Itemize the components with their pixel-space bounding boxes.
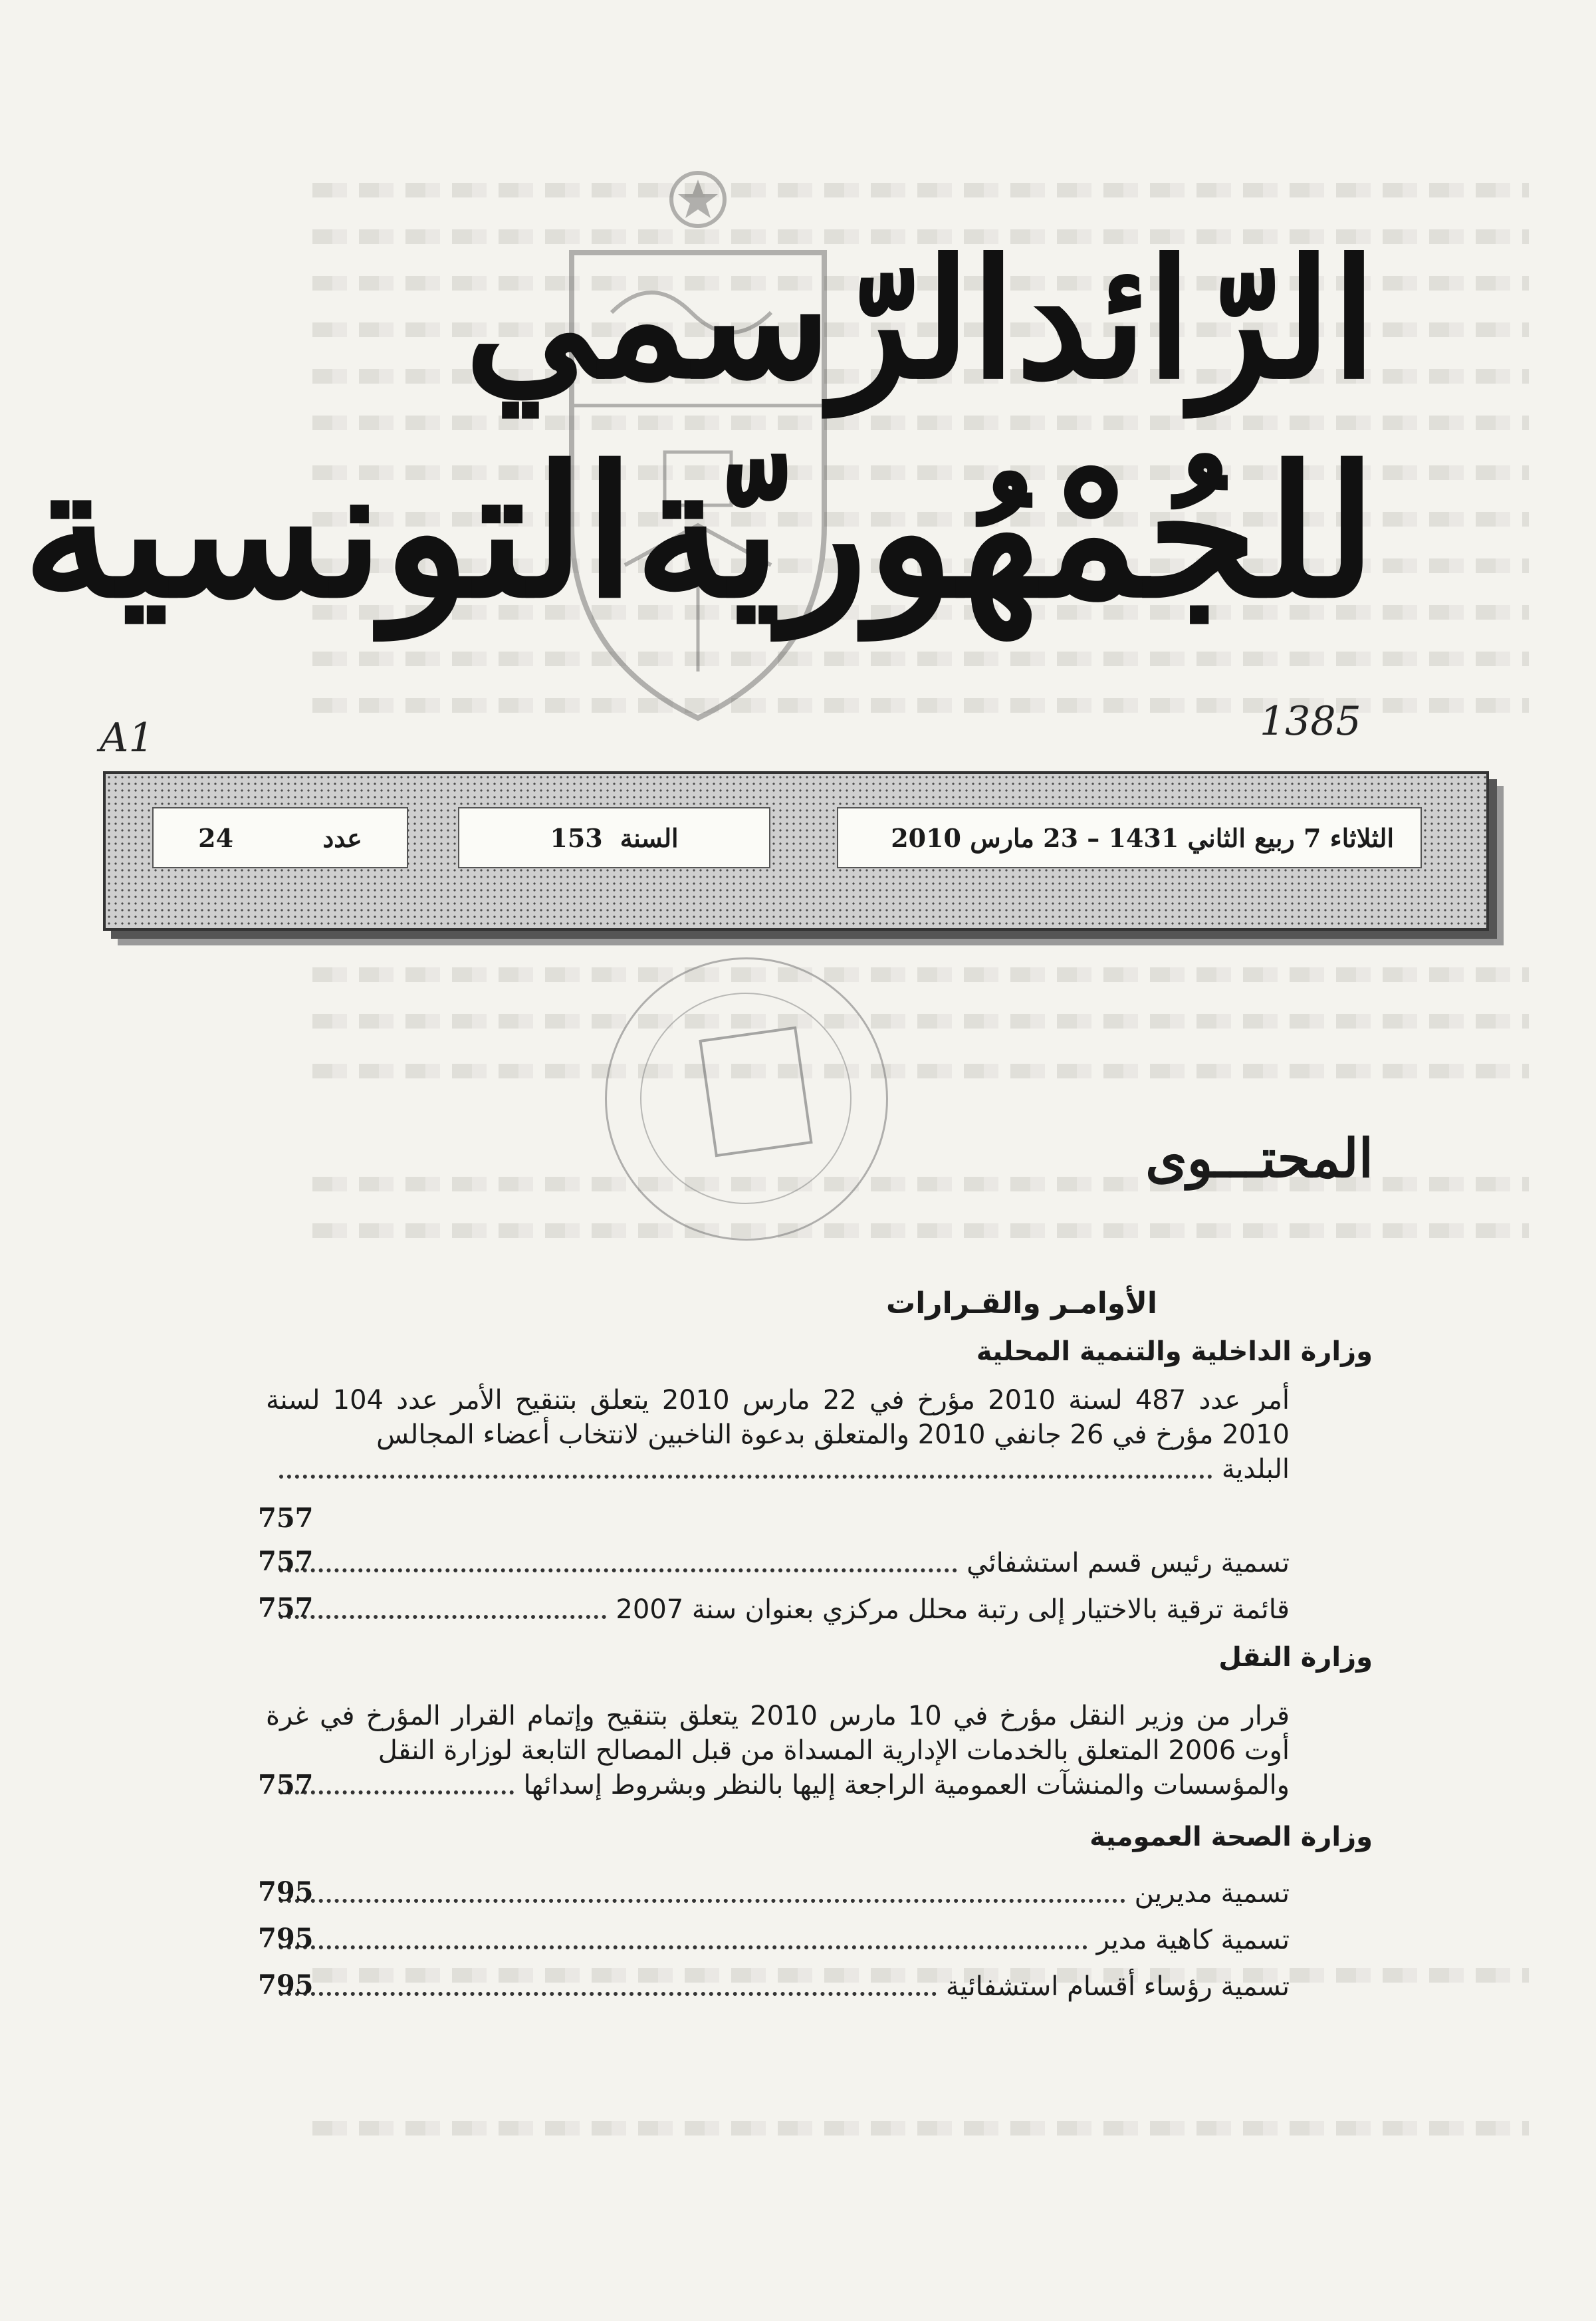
masthead-title-line1: الرّائدالرّسمي <box>465 223 1377 415</box>
bleed-through <box>312 1064 1529 1078</box>
bleed-through <box>312 1014 1529 1029</box>
toc-entry[interactable] <box>266 1592 1290 1627</box>
entry-text-last-line: البلدية <box>1221 1454 1290 1485</box>
entry-text: تسمية رؤساء أقسام استشفائية <box>945 1971 1290 2002</box>
entry-text: تسمية كاهية مدير <box>1096 1925 1290 1955</box>
dot-leader <box>279 1992 937 1996</box>
ministry-heading: وزارة الداخلية والتنمية المحلية <box>976 1336 1373 1367</box>
bleed-through <box>312 2121 1529 2136</box>
page-number[interactable]: 757 <box>258 1592 314 1624</box>
dot-leader <box>279 1790 514 1794</box>
ministry-heading: وزارة النقل <box>1218 1642 1373 1673</box>
issue-number: 24 <box>198 822 234 853</box>
toc-entry[interactable] <box>266 1383 1290 1487</box>
dot-leader <box>279 1475 1212 1479</box>
issue-number-box <box>152 807 408 868</box>
page-number[interactable]: 795 <box>258 1969 314 2001</box>
handwritten-note-right: 1385 <box>1260 698 1361 745</box>
masthead-title-line2: للجُمْهُوريّةالتونسية <box>23 426 1377 638</box>
toc-entry[interactable] <box>266 1876 1290 1911</box>
page-number[interactable]: 757 <box>258 1769 314 1800</box>
dot-leader <box>279 1568 957 1572</box>
page-number[interactable]: 757 <box>258 1503 314 1534</box>
page-number[interactable]: 757 <box>258 1546 314 1577</box>
toc-entry[interactable] <box>266 1699 1290 1802</box>
entry-text: تسمية رئيس قسم استشفائي <box>967 1548 1290 1578</box>
table-of-contents <box>258 1336 1373 2068</box>
library-stamp-icon <box>605 957 888 1241</box>
dot-leader <box>279 1945 1087 1949</box>
entry-text: قرار من وزير النقل مؤرخ في 10 مارس 2010 يتعلق بتنقيح وإتمام القرار المؤرخ في غرة أوت 2006 المتعلق بالخدمات الإدارية المسداة من قبل المصالح التابعة لوزارة النقل <box>266 1701 1290 1766</box>
bleed-through <box>312 652 1529 666</box>
contents-heading: المحتـــوى <box>1145 1127 1373 1189</box>
toc-entry[interactable] <box>266 1923 1290 1957</box>
page-number[interactable]: 795 <box>258 1923 314 1954</box>
handwritten-note-left: A1 <box>100 715 154 761</box>
bleed-through <box>312 1223 1529 1238</box>
issue-label: عدد <box>322 822 362 853</box>
issue-date: الثلاثاء 7 ربيع الثاني 1431 – 23 مارس 2010 <box>891 822 1394 853</box>
entry-text: تسمية مديرين <box>1134 1878 1290 1909</box>
entry-text: قائمة ترقية بالاختيار إلى رتبة محلل مركزي بعنوان سنة 2007 <box>616 1594 1290 1625</box>
toc-entry[interactable] <box>266 1546 1290 1580</box>
dot-leader <box>279 1615 606 1619</box>
section-heading: الأوامـر والقـرارات <box>886 1286 1157 1320</box>
entry-text: أمر عدد 487 لسنة 2010 مؤرخ في 22 مارس 2010 يتعلق بتنقيح الأمر عدد 104 لسنة 2010 مؤرخ في 26 جانفي 2010 والمتعلق بدعوة الناخبين لانتخاب أعضاء المجالس <box>266 1385 1290 1450</box>
page-number[interactable]: 795 <box>258 1876 314 1907</box>
dot-leader <box>279 1899 1125 1903</box>
bleed-through <box>312 967 1529 982</box>
bleed-through <box>312 183 1529 197</box>
year-number: 153 <box>550 822 603 853</box>
year-label: السنة <box>620 822 679 853</box>
toc-entry[interactable] <box>266 1969 1290 2004</box>
year-box <box>458 807 770 868</box>
ministry-heading: وزارة الصحة العمومية <box>1089 1822 1373 1852</box>
entry-text-last-line: والمؤسسات والمنشآت العمومية الراجعة إليها بالنظر وبشروط إسدائها <box>523 1770 1290 1800</box>
date-box <box>837 807 1422 868</box>
issue-info-bar <box>103 771 1489 931</box>
